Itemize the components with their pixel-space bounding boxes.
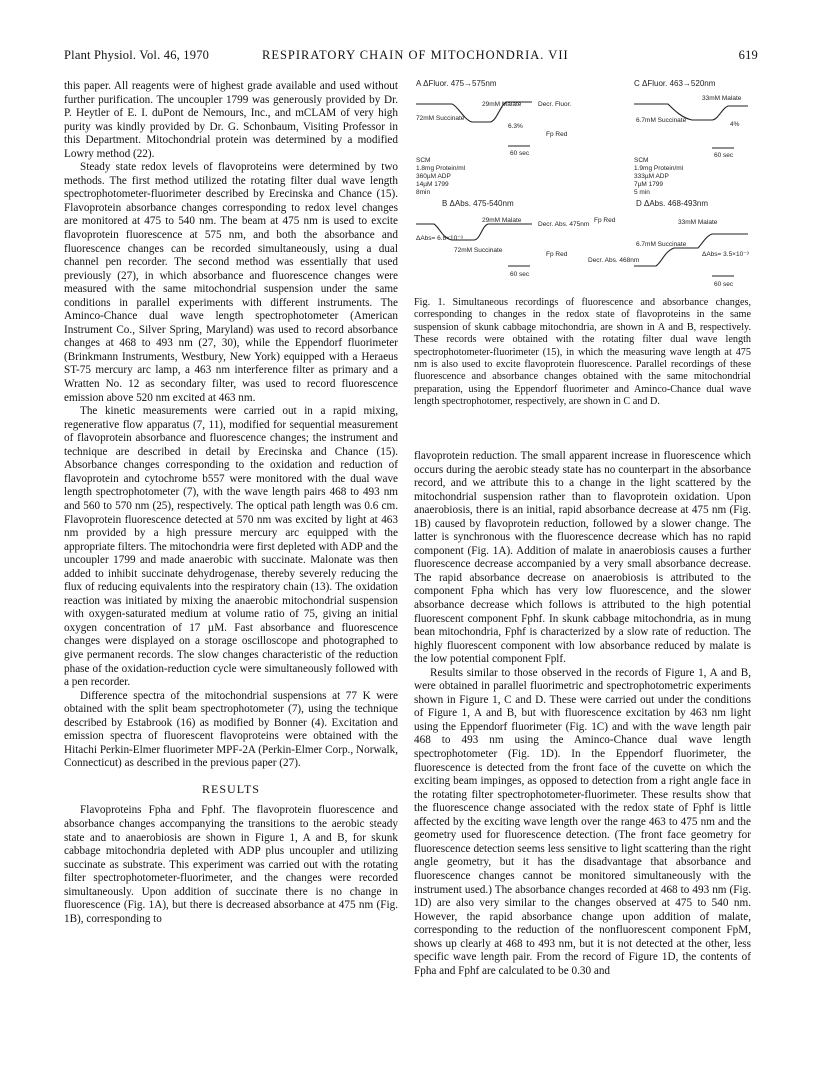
succinate-label-b: 72mM Succinate — [454, 247, 503, 254]
condition-ab: 1.8mg Protein/ml — [416, 165, 466, 172]
condition-ab: 14µM 1799 — [416, 181, 449, 188]
succinate-label-a: 72mM Succinate — [416, 115, 465, 122]
figure-1-traces — [412, 76, 752, 288]
condition-cd: 333µM ADP — [634, 173, 669, 180]
left-column — [64, 80, 398, 926]
paragraph: Steady state redox levels of flavoproteins were determined by two methods. The first method utilized the rotating filter dual wave length spectrophotometer-fluorimeter described by Erecinska and Chance (15). Flavoprotein absorbance changes corresponding to redox level changes are monitored at 475 to 540 nm. The beam at 475 nm is used to excite flavoprotein fluorescence at 575 nm, and both the absorbance and fluorescence changes can be recorded simultaneously, using a dual channel pen recorder. The second method was essentially that used previously (27), in which absorbance and fluorescence changes were measured with the same mitochondrial suspension under the same conditions in parallel experiments with different instruments. The Aminco-Chance dual wave length spectrophotometer (American Instrument Co., Silver Spring, Maryland) was used to record absorbance changes at 468 to 493 nm (27, 30), while the Eppendorf fluorimeter (Brinkmann Instruments, Westbury, New York) equipped with a Heraeus ST-75 mercury arc lamp, a 463 nm interference filter as primary and a Wratten No. 12 as secondary filter, was used to record fluorescence emission above 520 nm excited at 463 nm. — [64, 161, 398, 404]
figure-caption: Fig. 1. Simultaneous recordings of fluorescence and absorbance changes, corresponding to changes in the redox state of flavoproteins in the same suspension of skunk cabbage mitochondria, are shown in A and B, respectively. These records were obtained with the rotating filter dual wave length spectrophotometer-fluorimeter (15), in which the measuring wave length at 475 nm is also used to excite flavoprotein fluorescence. Parallel recordings of these fluorescence and absorbance changes obtained with the same mitochondrial preparation, using the Eppendorf fluorimeter and Aminco-Chance dual wave length spectrophotomer, respectively, are shown in C and D. — [414, 297, 751, 408]
succinate-label-c: 6.7mM Succinate — [636, 117, 687, 124]
decr-abs-468-label: Decr. Abs. 468nm — [588, 257, 640, 264]
time-label-a: 60 sec — [510, 150, 530, 157]
panel-b-label: B ΔAbs. 475-540nm — [442, 199, 514, 208]
condition-ab: 360µM ADP — [416, 173, 451, 180]
malate-label-a: 29mM Malate — [482, 101, 522, 108]
paragraph: this paper. All reagents were of highest grade available and used without further purification. The uncoupler 1799 was generously provided by Dr. P. Heytler of E. I. duPont de Nemours, Inc., and mCLAM of very high purity was kindly provided by Dr. G. Schonbaum, Visiting Professor in this Department. Mitochondrial protein was determined by a modified Lowry method (22). — [64, 80, 398, 160]
paragraph: Difference spectra of the mitochondrial suspensions at 77 K were obtained with the split beam spectrophotometer (7), using the technique described by Estabrook (16) as modified by Bonner (4). Excitation and emission spectra of fluorescent flavoproteins were obtained with the Hitachi Perkin-Elmer fluorimeter MPF-2A (Perkin-Elmer Corp., Norwalk, Connecticut) as described in the previous paper (27). — [64, 689, 398, 770]
trace-d — [634, 234, 748, 266]
page-number: 619 — [738, 48, 758, 62]
percent-label-c: 4% — [730, 121, 740, 128]
malate-label-d: 33mM Malate — [678, 219, 718, 226]
condition-ab: SCM — [416, 157, 431, 164]
malate-label-c: 33mM Malate — [702, 95, 742, 102]
panel-a-label: A ΔFluor. 475→575nm — [416, 79, 497, 88]
condition-cd: SCM — [634, 157, 649, 164]
paragraph: flavoprotein reduction. The small apparent increase in fluorescence which occurs during the aerobic steady state has no counterpart in the absorbance record, and we attribute this to a change in the light scattered by the mitochondrial suspension rather than to flavoprotein oxidation. Upon anaerobiosis, there is an initial, rapid absorbance decrease at 475 nm (Fig. 1B) caused by flavoprotein reduction, followed by a slower change. The latter is synchronous with the fluorescence decrease which has no rapid component (Fig. 1A). Addition of malate in anaerobiosis causes a further fluorescence decrease accompanied by a very small absorbance decrease. The rapid absorbance decrease on anaerobiosis is attributed to the component Fpha which has very low fluorescence, and the slower absorbance decrease which follows is attributed to the high potential fluorescent component Fphf. In skunk cabbage mitochondria, as in mung bean mitochondria, Fphf is characterized by a slow rate of reduction. The highly fluorescent component with low absorbance reduced by malate is the low potential component Fplf. — [414, 450, 751, 666]
condition-cd: 1.9mg Protein/ml — [634, 165, 684, 172]
decr-fluor-label: Decr. Fluor. — [538, 101, 572, 108]
journal-citation: Plant Physiol. Vol. 46, 1970 — [64, 48, 210, 62]
panel-d-label: D ΔAbs. 468-493nm — [636, 199, 709, 208]
time-label-b: 60 sec — [510, 271, 530, 278]
time-label-d: 60 sec — [714, 281, 734, 288]
malate-label-b: 29mM Malate — [482, 217, 522, 224]
delta-abs-d: ΔAbs= 3.5×10⁻³ — [702, 251, 749, 258]
paragraph: The kinetic measurements were carried out in a rapid mixing, regenerative flow apparatus (7, 11), modified for sequential measurement of flavoprotein absorbance and fluorescence changes; the instrument and technique are described in detail by Erecinska and Chance (15). Absorbance changes corresponding to the oxidation and reduction of flavoprotein and cytochrome b557 were monitored with the dual wave length spectrophotometer (7), with the wave length pairs 468 to 493 nm and 560 to 570 nm (25), respectively. The optical path length was 0.6 cm. Flavoprotein fluorescence detected at 570 nm was excited by light at 463 nm provided by a high pressure mercury arc equipped with the appropriate filters. The mitochondria were first depleted with ADP and the uncoupler 1799 and made anaerobic with succinate. Malonate was then added to inhibit succinate dehydrogenase, thereby severely reducing the flux of reducing equivalents into the respiratory chain (13). The oxidation reaction was initiated by mixing the anaerobic mitochondrial suspension with oxygen-saturated medium at volume ratio of 75, giving an initial oxygen concentration of 17 µM. Fast absorbance and fluorescence changes were displayed on a storage oscilloscope and photographed to give permanent records. The slow changes characteristic of the reduction phase of the oxidation-reduction cycle were simultaneously followed with a pen recorder. — [64, 405, 398, 689]
right-column — [414, 450, 751, 978]
paragraph: Results similar to those observed in the records of Figure 1, A and B, were obtained in parallel fluorimetric and spectrophotometric experiments shown in Figure 1, C and D. These were carried out under the conditions of Figure 1, A and B, but with fluorescence excitation by 463 nm light using the Eppendorf fluorimeter (Fig. 1C) and with the wave length pair 468 to 493 nm using the Aminco-Chance dual wave length spectrophotometer (Fig. 1D). In the Eppendorf fluorimeter, the fluorescence is detected from the front face of the cuvette on which the exciting beam impinges, as opposed to detection from a right angle face in the rotating filter spectrophotometer-fluorimeter. These results show that the fluorescence change associated with the redox state of Fphf is little affected by the exciting wave length over the range 463 to 475 nm and the geometry used for fluorescence detection. (The front face geometry for fluorescence detection seems less sensitive to light scattering than the right angle geometry, but it has the disadvantage that absorbance and fluorescence changes cannot be monitored simultaneously with the instrument used.) The absorbance changes recorded at 468 to 493 nm (Fig. 1D) are also very similar to the changes observed at 475 to 540 nm. However, the rapid absorbance change upon addition of malate, corresponding to the reduction of the nonfluorescent component FpM, shows up clearly at 468 to 493 nm, but it is not detected at the other, less specific wave length pair. From the record of Figure 1D, the contents of Fpha and Fphf are calculated to be 0.30 and — [414, 666, 751, 977]
time-label-c: 60 sec — [714, 152, 734, 159]
running-title: RESPIRATORY CHAIN OF MITOCHONDRIA. VII — [262, 48, 569, 62]
decr-abs-475-label: Decr. Abs. 475nm — [538, 221, 590, 228]
fp-red-label: Fp Red — [546, 131, 568, 138]
condition-ab: 8min — [416, 189, 431, 196]
percent-label-a: 6.3% — [508, 123, 523, 130]
figure-1 — [412, 76, 752, 288]
paragraph: Flavoproteins Fpha and Fphf. The flavoprotein fluorescence and absorbance changes accompanying the transitions to the aerobic steady state and to anaerobiosis are shown in Figure 1, A and B, for skunk cabbage mitochondria depleted with ADP plus uncoupler and utilizing succinate as substrate. This experiment was carried out with the rotating filter spectrophotometer-fluorimeter, and the changes were recorded simultaneously. Upon addition of succinate there is no change in fluorescence (Fig. 1A), but there is decreased absorbance at 475 nm (Fig. 1B), corresponding to — [64, 804, 398, 925]
succinate-label-d: 6.7mM Succinate — [636, 241, 687, 248]
condition-cd: 7µM 1799 — [634, 181, 664, 188]
section-title: RESULTS — [202, 781, 260, 796]
fp-red-label-b: Fp Red — [546, 251, 568, 258]
panel-c-label: C ΔFluor. 463→520nm — [634, 79, 716, 88]
delta-abs-b: ΔAbs= 6.8×10⁻³ — [416, 235, 463, 242]
fp-red-label-d: Fp Red — [594, 217, 616, 224]
condition-cd: 5 min — [634, 189, 650, 196]
